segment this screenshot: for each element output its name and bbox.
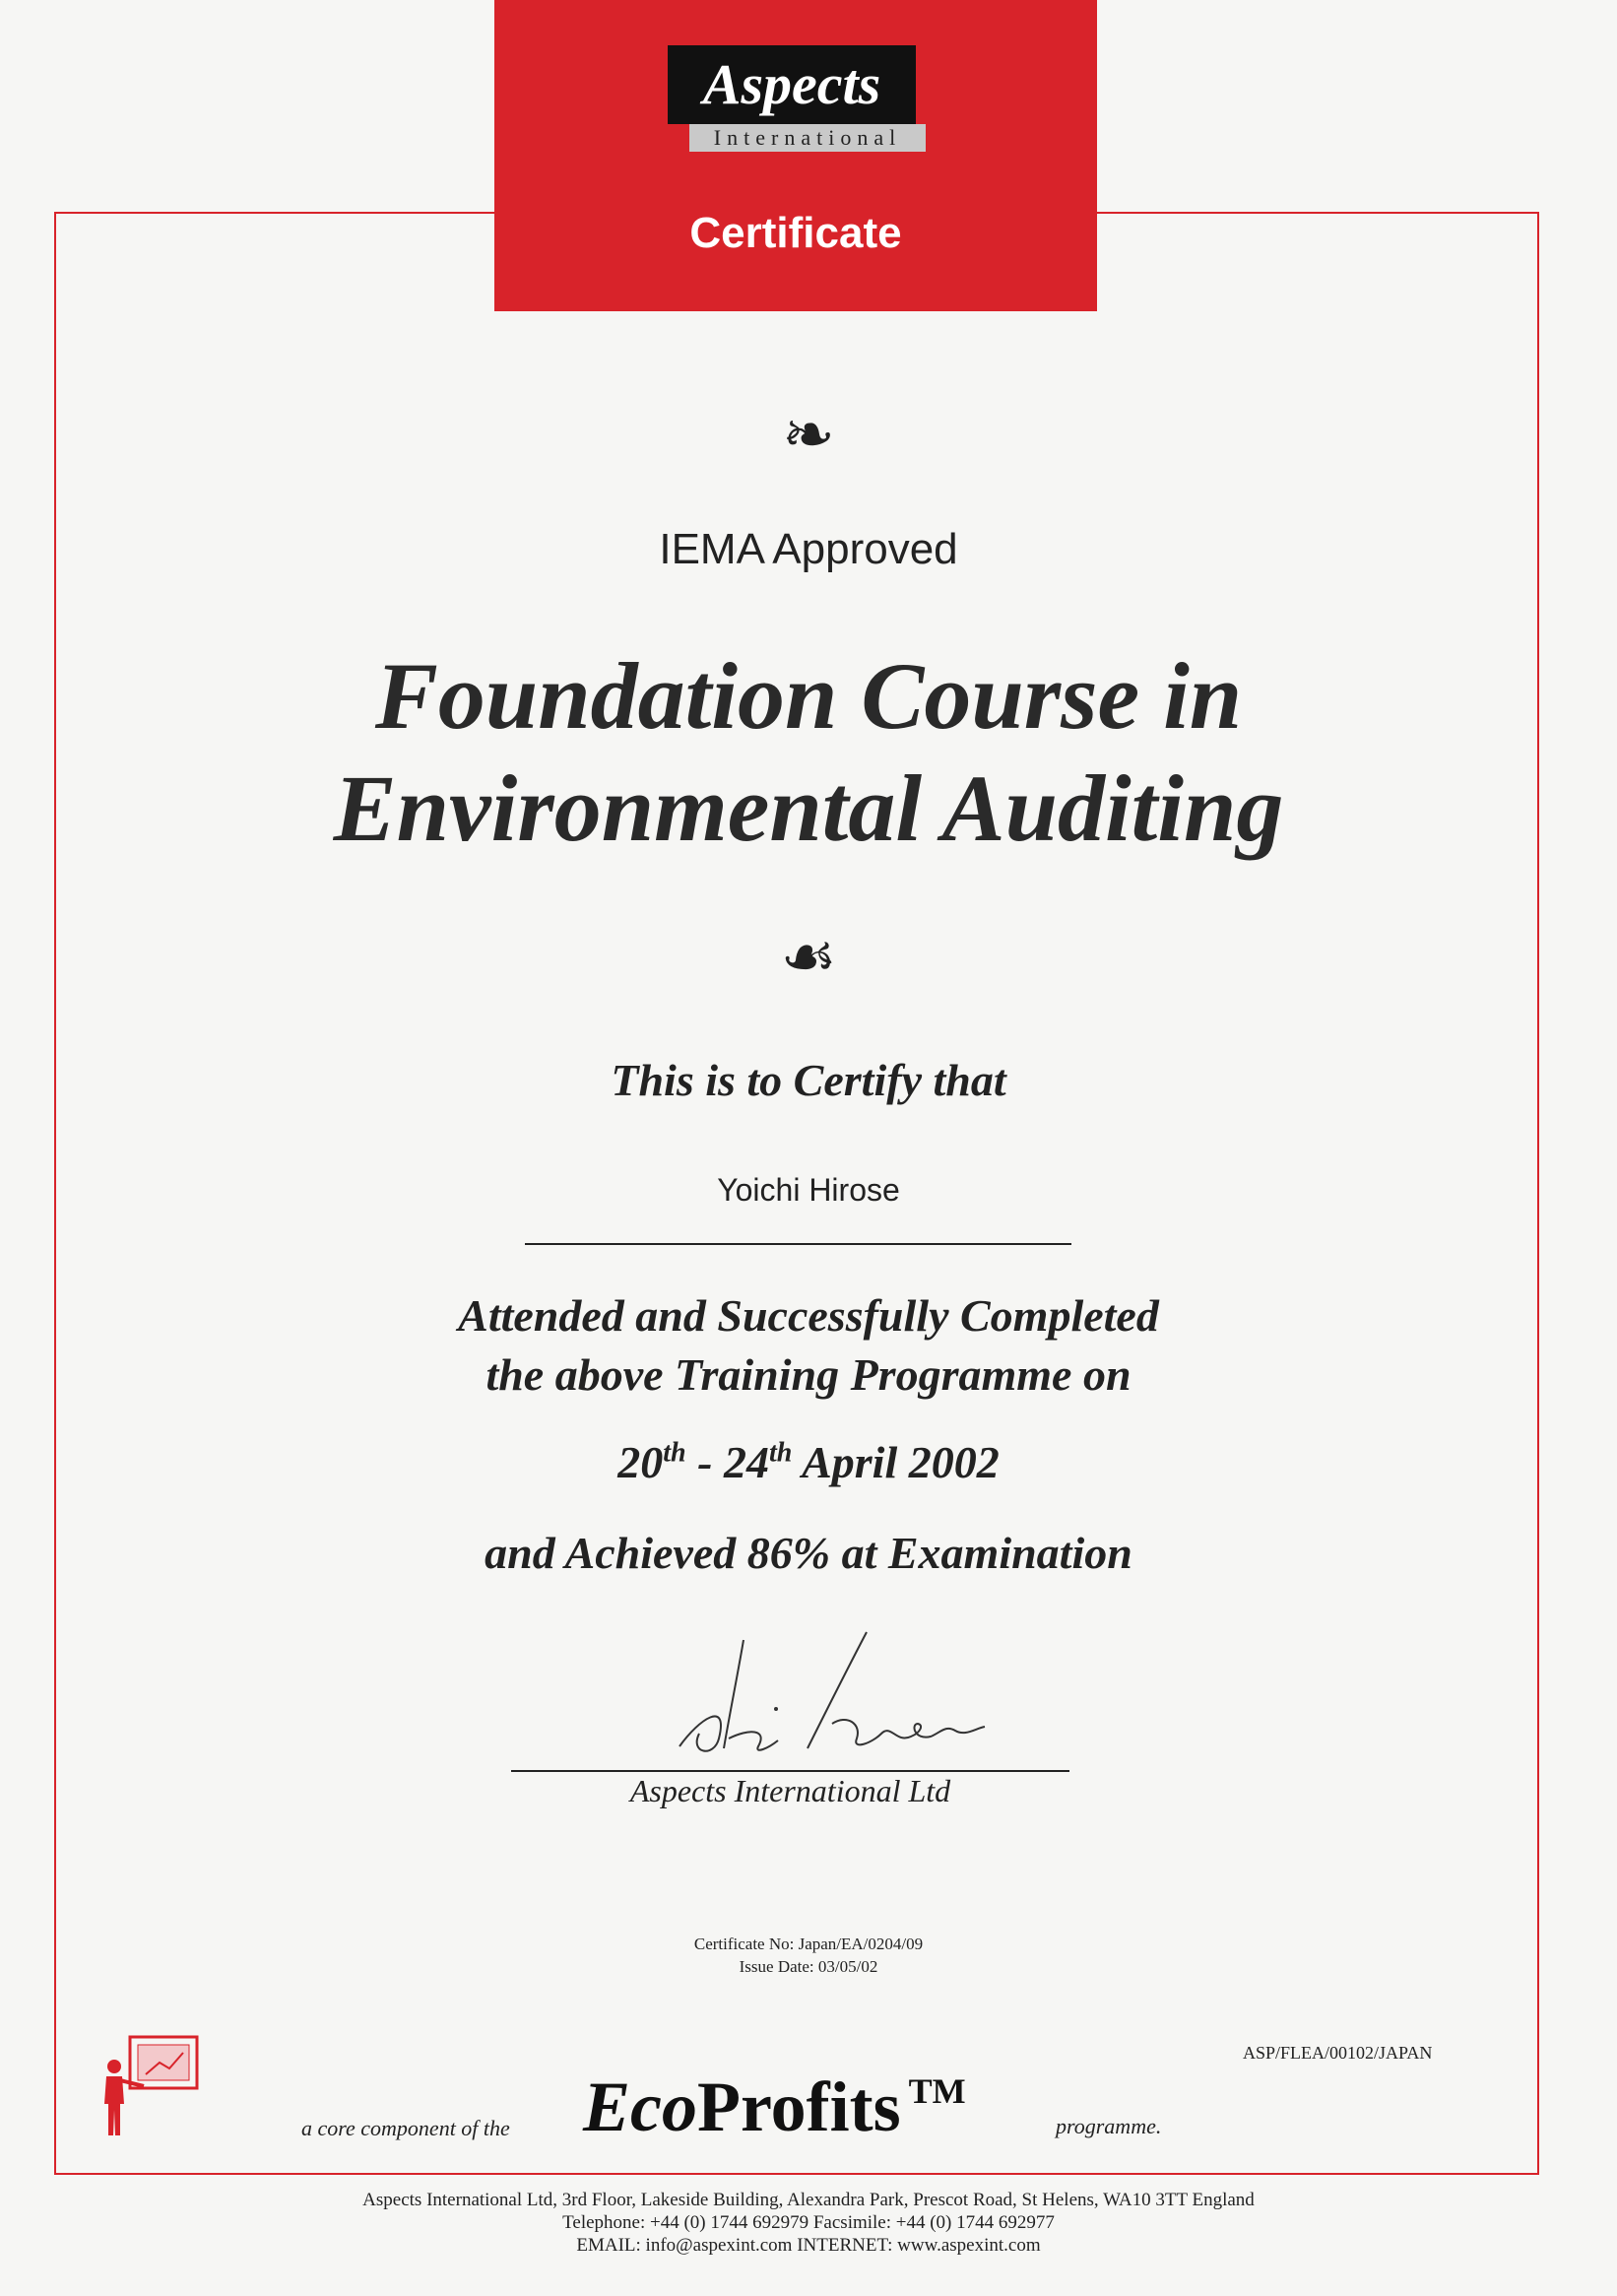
approval-label: IEMA Approved bbox=[659, 525, 958, 573]
certificate-info bbox=[0, 1933, 1617, 1978]
programme-text: programme. bbox=[1056, 2114, 1162, 2138]
date-end-day: 24 bbox=[723, 1437, 769, 1487]
recipient-name: Yoichi Hirose bbox=[717, 1172, 900, 1208]
course-title-line2: Environmental Auditing bbox=[333, 755, 1284, 861]
top-ornament-icon: ❧ bbox=[782, 399, 835, 472]
reference-code: ASP/FLEA/00102/JAPAN bbox=[1243, 2043, 1433, 2063]
completion-line1: Attended and Successfully Completed bbox=[458, 1290, 1159, 1341]
certificate-heading: Certificate bbox=[689, 209, 902, 257]
signatory-name: Aspects International Ltd bbox=[629, 1773, 951, 1808]
date-start-suffix: th bbox=[663, 1437, 686, 1469]
signature-icon bbox=[660, 1630, 995, 1778]
issue-date: Issue Date: 03/05/02 bbox=[739, 1957, 878, 1976]
profits-text: Profits bbox=[696, 2067, 901, 2146]
course-dates bbox=[0, 1436, 1617, 1488]
address-line1: Aspects International Ltd, 3rd Floor, Lakeside Building, Alexandra Park, Prescot Road, St Helens, WA10 3TT England bbox=[362, 2190, 1255, 2210]
date-start-day: 20 bbox=[617, 1437, 664, 1487]
date-end-suffix: th bbox=[768, 1437, 793, 1469]
address-line3: EMAIL: info@aspexint.com INTERNET: www.aspexint.com bbox=[576, 2235, 1041, 2256]
name-underline bbox=[525, 1243, 1071, 1245]
ecoprofits-logo bbox=[583, 2066, 966, 2148]
date-separator: - bbox=[685, 1437, 724, 1487]
certify-label: This is to Certify that bbox=[611, 1055, 1006, 1105]
eco-text: Eco bbox=[583, 2067, 697, 2146]
course-title bbox=[0, 640, 1617, 865]
address-line2: Telephone: +44 (0) 1744 692979 Facsimile: +44 (0) 1744 692977 bbox=[562, 2212, 1055, 2233]
company-address bbox=[0, 2189, 1617, 2257]
course-title-line1: Foundation Course in bbox=[374, 643, 1243, 749]
completion-statement bbox=[0, 1286, 1617, 1405]
date-month-year: April 2002 bbox=[792, 1437, 1000, 1487]
aspects-logo bbox=[668, 45, 926, 154]
middle-ornament-icon: ☙ bbox=[780, 921, 837, 994]
presenter-icon bbox=[95, 2035, 203, 2143]
logo-brand-sub: International bbox=[689, 124, 926, 152]
core-component-text: a core component of the bbox=[301, 2116, 510, 2140]
completion-line2: the above Training Programme on bbox=[485, 1349, 1132, 1400]
signature-line bbox=[511, 1770, 1069, 1772]
certificate-number: Certificate No: Japan/EA/0204/09 bbox=[693, 1935, 924, 1953]
trademark-text: TM bbox=[908, 2071, 966, 2111]
logo-brand-name: Aspects bbox=[668, 45, 916, 124]
exam-result: and Achieved 86% at Examination bbox=[485, 1528, 1132, 1578]
